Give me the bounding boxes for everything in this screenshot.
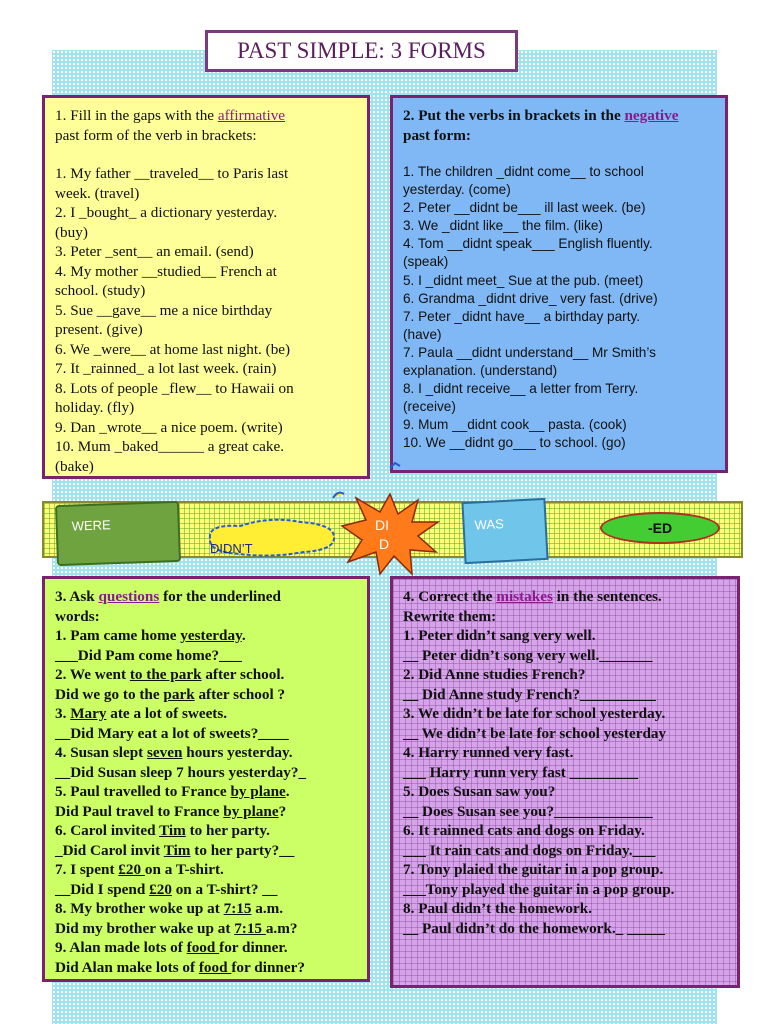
keyword-mistakes: mistakes bbox=[496, 588, 553, 605]
keyword-negative: negative bbox=[624, 107, 679, 124]
answer-line: ___Did Pam come home?___ bbox=[55, 646, 242, 664]
list-item: 1. My father __traveled__ to Paris last bbox=[55, 165, 289, 182]
list-item: 2. Did Anne studies French? bbox=[403, 666, 586, 683]
exercise-1-box bbox=[42, 95, 370, 479]
list-item: ___Tony played the guitar in a pop group. bbox=[403, 880, 675, 898]
page-title: PAST SIMPLE: 3 FORMS bbox=[205, 30, 518, 72]
list-item: ___ It rain cats and dogs on Friday.___ bbox=[403, 841, 656, 859]
list-item: 4. Susan slept seven hours yesterday. bbox=[55, 744, 293, 761]
answer-line: Did Alan make lots of food for dinner? bbox=[55, 958, 305, 976]
instruction-text: 2. Put the verbs in brackets in the bbox=[403, 107, 625, 124]
list-item: (receive) bbox=[403, 399, 456, 415]
list-item: 9. Mum __didnt cook__ pasta. (cook) bbox=[403, 417, 627, 433]
list-item: 1. The children _didnt come__ to school bbox=[403, 164, 644, 179]
list-item: 8. I _didnt receive__ a letter from Terry. bbox=[403, 381, 639, 397]
exercise-2-box bbox=[390, 95, 728, 473]
exercise-1-instruction bbox=[55, 106, 357, 126]
list-item: 3. Mary ate a lot of sweets. bbox=[55, 705, 228, 722]
starburst-did bbox=[340, 492, 440, 576]
answer-line: __Did Susan sleep 7 hours yesterday?_ bbox=[55, 763, 307, 781]
answer-line: _Did Carol invit Tim to her party?__ bbox=[55, 841, 295, 859]
list-item: 6. Carol invited Tim to her party. bbox=[55, 822, 270, 839]
exercise-4-box bbox=[390, 576, 740, 988]
list-item: school. (study) bbox=[55, 282, 146, 299]
list-item: __ Paul didn’t do the homework._ _____ bbox=[403, 919, 666, 937]
list-item: 8. Paul didn’t the homework. bbox=[403, 900, 593, 917]
list-item: 3. Peter _sent__ an email. (send) bbox=[55, 243, 254, 260]
list-item: 10. We __didnt go___ to school. (go) bbox=[403, 435, 626, 451]
exercise-3-box bbox=[42, 576, 370, 982]
list-item: 6. Grandma _didnt drive_ very fast. (drive) bbox=[403, 290, 658, 306]
word-did-line2: D bbox=[379, 536, 390, 552]
list-item: 5. Does Susan saw you? bbox=[403, 783, 556, 800]
list-item: 2. Peter __didnt be___ ill last week. (be) bbox=[403, 200, 646, 216]
instruction-text: 1. Fill in the gaps with the bbox=[55, 107, 218, 124]
word-card-was bbox=[461, 498, 548, 564]
list-item: 6. It rainned cats and dogs on Friday. bbox=[403, 822, 645, 839]
list-item: explanation. (understand) bbox=[403, 363, 558, 379]
list-item: 8. My brother woke up at 7:15 a.m. bbox=[55, 900, 284, 917]
list-item: 5. Paul travelled to France by plane. bbox=[55, 783, 290, 800]
list-item: 9. Dan _wrote__ a nice poem. (write) bbox=[55, 418, 283, 436]
list-item: 4. My mother __studied__ French at bbox=[55, 262, 277, 280]
answer-line: Did my brother wake up at 7:15 a.m? bbox=[55, 919, 298, 937]
list-item: 3. We _didnt like__ the film. (like) bbox=[403, 218, 603, 234]
keyword-questions: questions bbox=[98, 588, 160, 605]
word-didnt: DIDN’T bbox=[210, 541, 253, 556]
exercise-2-instruction-cont: past form: bbox=[403, 126, 471, 144]
exercise-3-instruction: 3. Ask questions for the underlined bbox=[55, 588, 281, 605]
exercise-4-instruction-cont: Rewrite them: bbox=[403, 607, 497, 625]
list-item: yesterday. (come) bbox=[403, 182, 511, 198]
exercise-3-instruction-cont: words: bbox=[55, 607, 100, 625]
exercise-1-list bbox=[55, 164, 357, 476]
word-ed: -ED bbox=[647, 520, 673, 536]
word-did-line1: DI bbox=[375, 517, 389, 533]
answer-line: Did Paul travel to France by plane? bbox=[55, 802, 287, 820]
exercise-1-instruction-cont: past form of the verb in brackets: bbox=[55, 126, 257, 144]
word-were: WERE bbox=[71, 517, 111, 534]
list-item: __ Peter didn’t song very well._______ bbox=[403, 646, 653, 664]
list-item: holiday. (fly) bbox=[55, 399, 135, 416]
list-item: 2. I _bought_ a dictionary yesterday. bbox=[55, 204, 278, 221]
list-item: 2. We went to the park after school. bbox=[55, 666, 285, 683]
list-item: 9. Alan made lots of food for dinner. bbox=[55, 939, 288, 956]
list-item: (speak) bbox=[403, 254, 449, 270]
list-item: 10. Mum _baked______ a great cake. bbox=[55, 438, 285, 455]
list-item: 6. We _were__ at home last night. (be) bbox=[55, 340, 291, 358]
list-item: 8. Lots of people _flew__ to Hawaii on bbox=[55, 379, 294, 397]
list-item: 7. Peter _didnt have__ a birthday party. bbox=[403, 308, 641, 324]
list-item: 7. Paula __didnt understand__ Mr Smith’s bbox=[403, 344, 656, 360]
exercise-4-list bbox=[403, 626, 727, 938]
list-item: 1. Peter didn’t sang very well. bbox=[403, 627, 596, 644]
word-card-were bbox=[55, 501, 181, 566]
list-item: 4. Tom __didnt speak___ English fluently. bbox=[403, 236, 653, 252]
list-item: 7. Tony plaied the guitar in a pop group. bbox=[403, 861, 664, 878]
list-item: 5. Sue __gave__ me a nice birthday bbox=[55, 301, 273, 319]
exercise-4-instruction: 4. Correct the mistakes in the sentences. bbox=[403, 588, 662, 605]
list-item: present. (give) bbox=[55, 321, 143, 338]
list-item: (have) bbox=[403, 326, 442, 342]
list-item: 3. We didn’t be late for school yesterday. bbox=[403, 705, 666, 722]
list-item: 4. Harry runned very fast. bbox=[403, 744, 574, 761]
answer-line: __Did Mary eat a lot of sweets?____ bbox=[55, 724, 289, 742]
word-was: WAS bbox=[474, 516, 505, 533]
exercise-2-instruction bbox=[403, 106, 715, 126]
list-item: 7. I spent £20 on a T-shirt. bbox=[55, 861, 224, 878]
list-item: 7. It _rainned_ a lot last week. (rain) bbox=[55, 360, 277, 377]
keyword-affirmative: affirmative bbox=[217, 107, 286, 124]
list-item: (bake) bbox=[55, 457, 94, 475]
answer-line: Did we go to the park after school ? bbox=[55, 685, 286, 703]
list-item: 5. I _didnt meet_ Sue at the pub. (meet) bbox=[403, 272, 644, 288]
word-oval-ed bbox=[600, 512, 720, 544]
exercise-2-list bbox=[403, 163, 715, 453]
list-item: __ Did Anne study French?__________ bbox=[403, 685, 656, 703]
list-item: ___ Harry runn very fast _________ bbox=[403, 763, 638, 781]
list-item: __ Does Susan see you?_____________ bbox=[403, 802, 653, 820]
list-item: __ We didn’t be late for school yesterday bbox=[403, 724, 667, 742]
list-item: (buy) bbox=[55, 223, 88, 241]
scribble-mark bbox=[388, 460, 402, 470]
list-item: 1. Pam came home yesterday. bbox=[55, 627, 246, 644]
answer-line: __Did I spend £20 on a T-shirt? __ bbox=[55, 880, 278, 898]
list-item: week. (travel) bbox=[55, 184, 140, 202]
